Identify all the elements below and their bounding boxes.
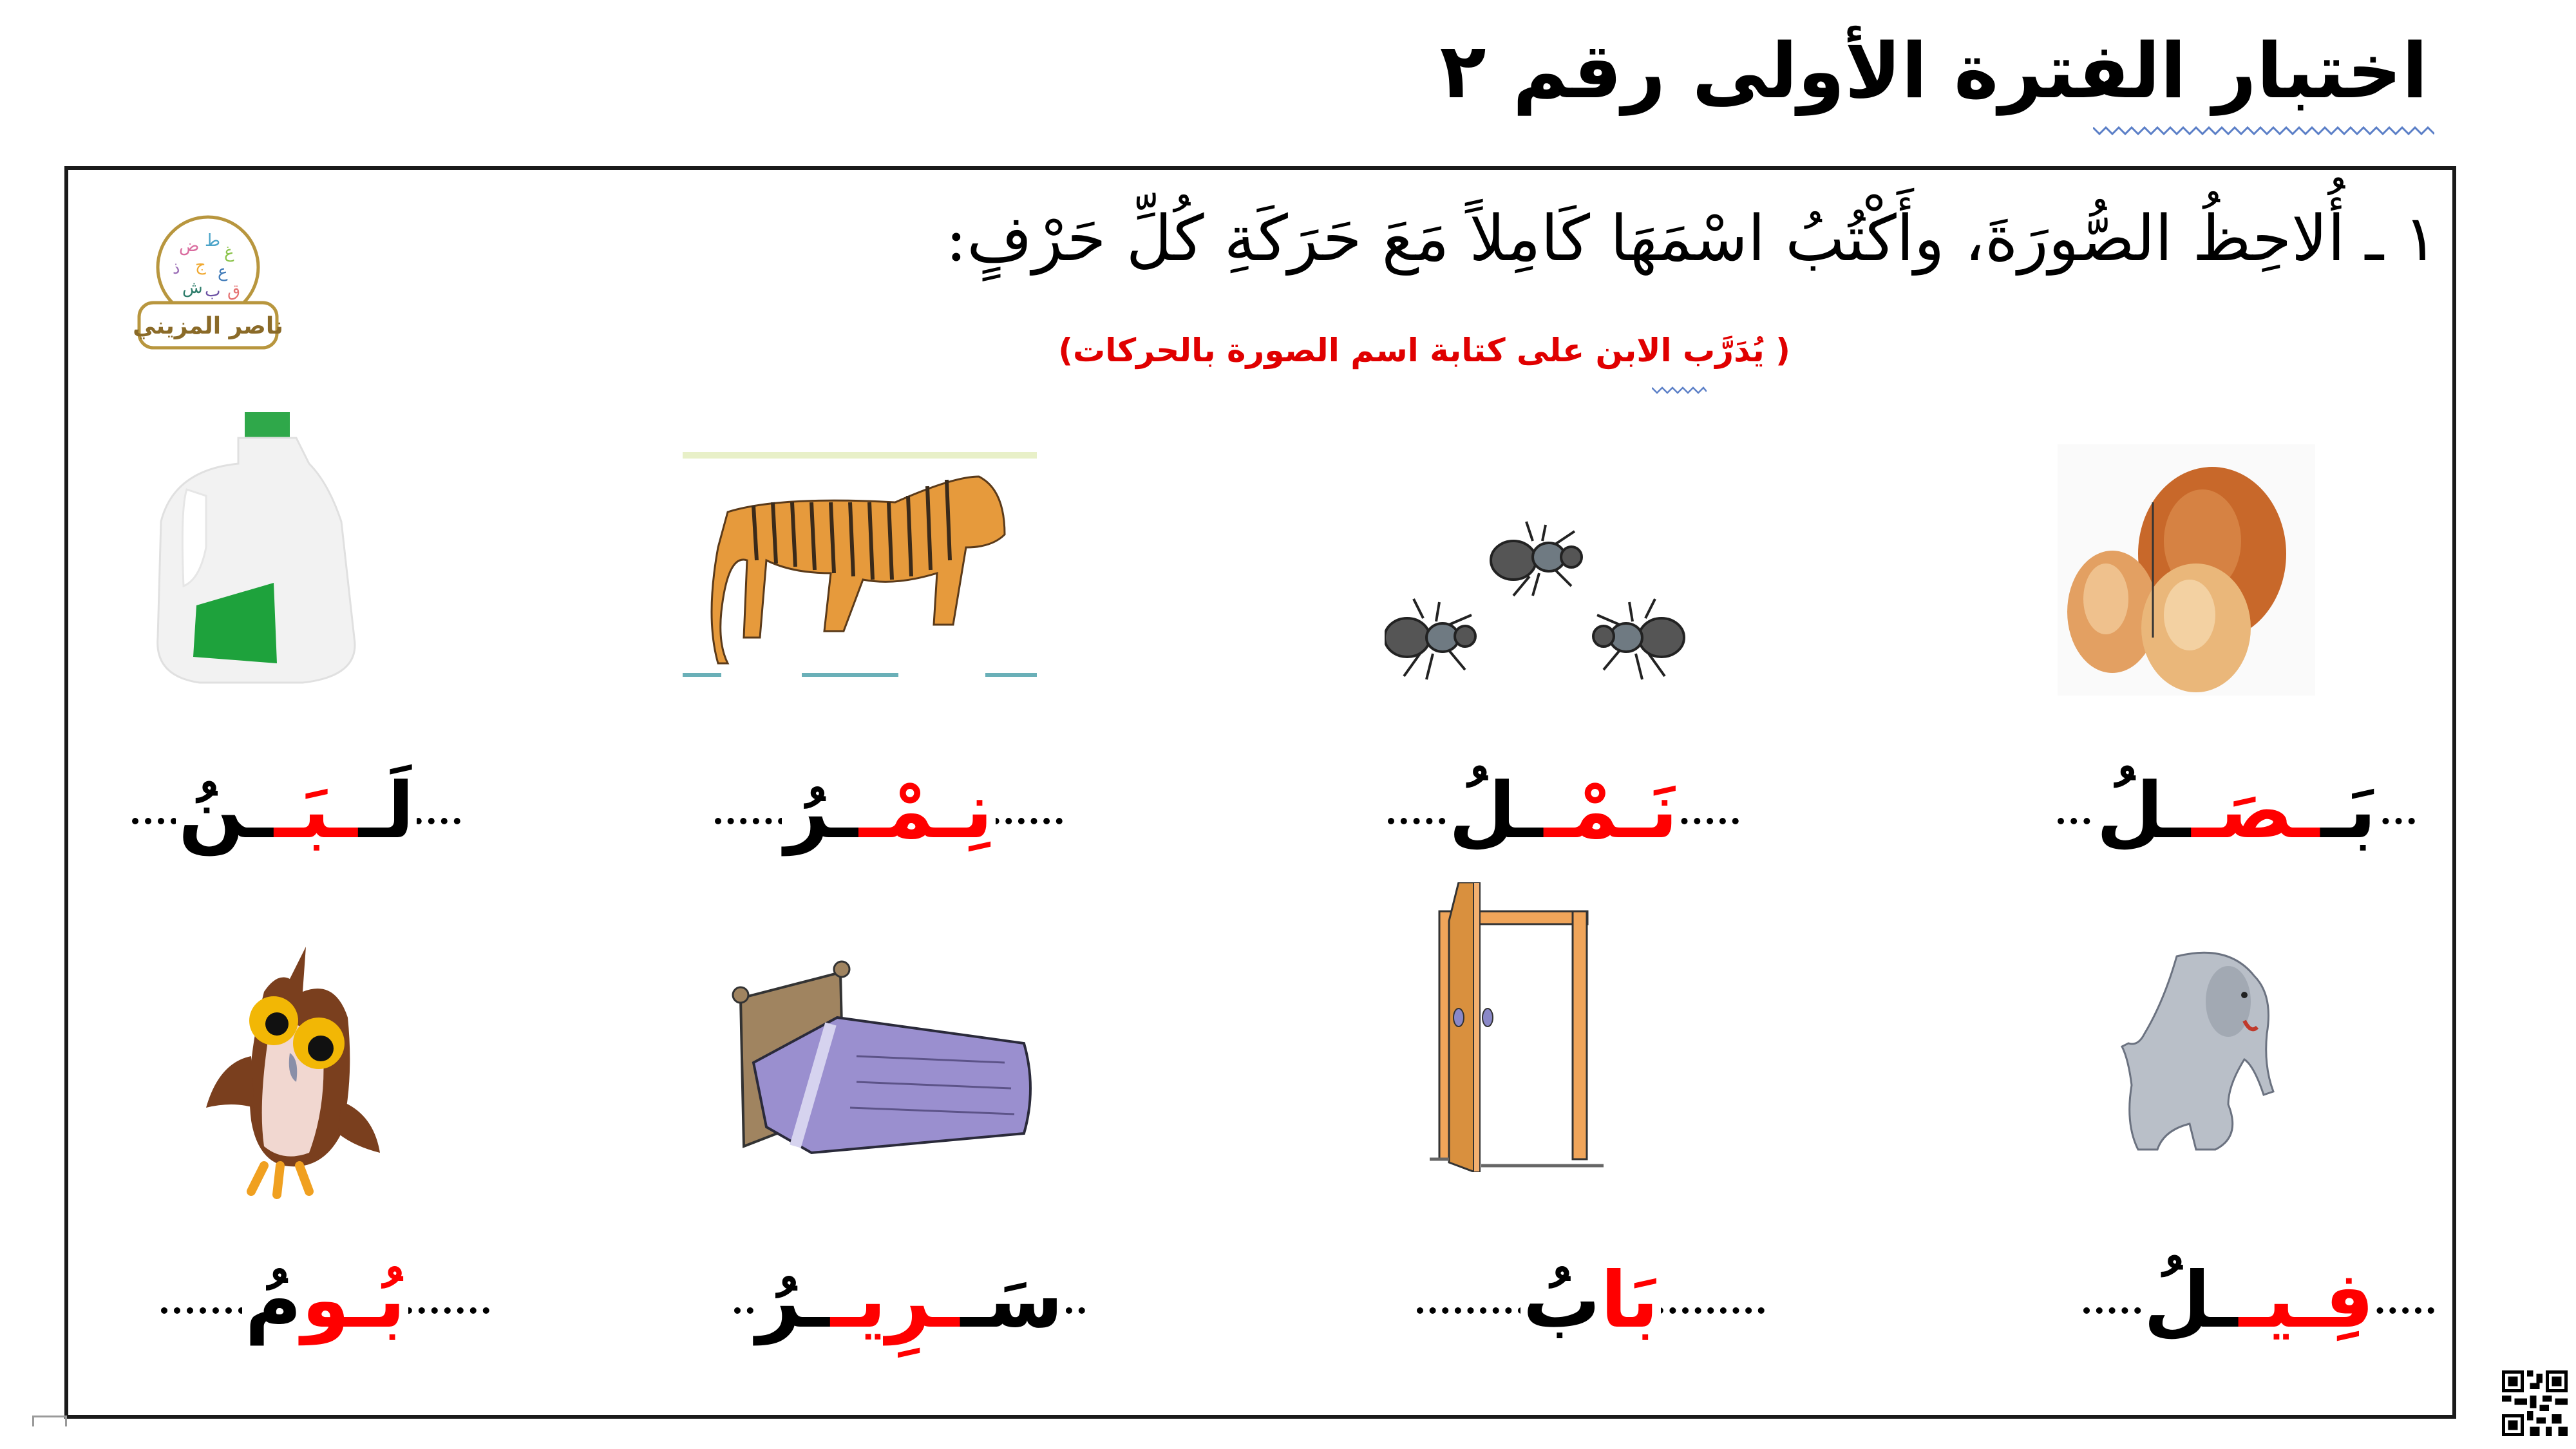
parent-note: ( يُدَرَّب الابن على كتابة اسم الصورة بالحركات) — [1058, 332, 1790, 369]
question-instruction: ١ ـ أُلاحِظُ الصُّورَةَ، وأَكْتُبُ اسْمَهَا كَامِلاً مَعَ حَرَكَةِ كُلِّ حَرْفٍ: — [945, 202, 2438, 276]
svg-text:ق: ق — [227, 281, 241, 301]
svg-text:ج: ج — [195, 256, 206, 275]
svg-text:ض: ض — [179, 236, 200, 256]
answer-word: فِـيــلُ — [2141, 1262, 2377, 1340]
svg-text:ع: ع — [218, 262, 228, 281]
answer-word: بَابُ — [1520, 1262, 1662, 1340]
svg-text:ش: ش — [182, 278, 203, 298]
answer-line-ants[interactable] — [1388, 760, 1739, 863]
answer-word: بُـومُ — [242, 1262, 408, 1340]
svg-text:ناصر المزيني: ناصر المزيني — [134, 313, 282, 339]
svg-text:ذ: ذ — [173, 259, 180, 278]
answer-line-bed[interactable] — [734, 1249, 1085, 1352]
author-logo — [134, 213, 282, 354]
tiger-image — [683, 451, 1043, 683]
bed-image — [728, 960, 1050, 1172]
answer-word: نَـمْــلُ — [1446, 773, 1681, 850]
answer-line-tiger[interactable] — [715, 760, 1063, 863]
answer-word: بَــصَــلُ — [2094, 773, 2378, 850]
answer-line-door[interactable] — [1417, 1249, 1765, 1352]
door-image — [1423, 882, 1668, 1172]
answer-line-elephant[interactable] — [2083, 1249, 2434, 1352]
answer-word: نِـمْــرُ — [782, 773, 995, 850]
qr-code — [2502, 1370, 2568, 1436]
ants-image — [1385, 509, 1707, 683]
svg-text:ب: ب — [205, 281, 221, 301]
answer-line-onion[interactable] — [2058, 760, 2415, 863]
spellcheck-squiggle — [1652, 386, 1707, 394]
owl-image — [193, 940, 438, 1204]
milk-jug-image — [148, 393, 374, 696]
elephant-image — [2099, 937, 2293, 1182]
answer-word: سَــرِيــرُ — [753, 1262, 1065, 1340]
answer-word: لَــبَــنُ — [176, 773, 417, 850]
answer-line-milk[interactable] — [132, 760, 460, 863]
onion-image — [2058, 444, 2315, 696]
page-corner-mark — [32, 1416, 67, 1426]
page-title: اختبار الفترة الأولى رقم ٢ — [1439, 26, 2428, 115]
svg-text:غ: غ — [224, 243, 234, 262]
answer-line-owl[interactable] — [161, 1249, 489, 1352]
spellcheck-squiggle — [2093, 126, 2434, 135]
svg-text:ط: ط — [205, 231, 221, 251]
